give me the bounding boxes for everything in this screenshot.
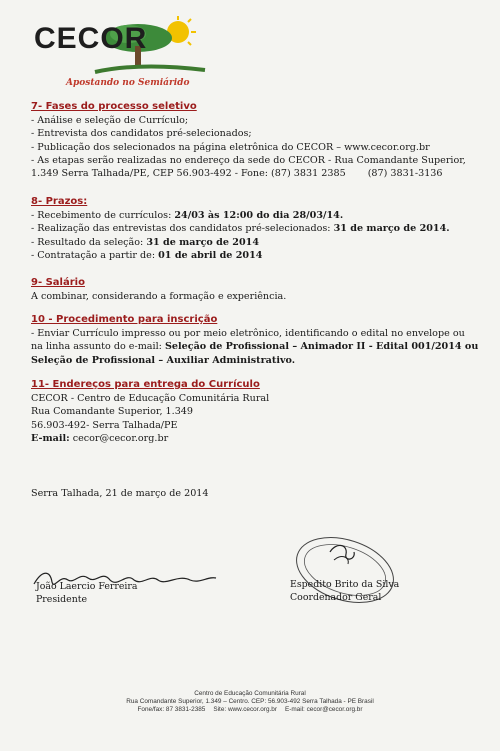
section-enderecos (31, 378, 476, 445)
email-subject: Seleção de Profissional – Auxiliar Administrativo. (31, 354, 296, 366)
deadline-value: 01 de abril de 2014 (158, 249, 263, 261)
section-title: 9- Salário (31, 277, 85, 288)
footer-address: Rua Comandante Superior, 1.349 – Centro. CEP: 56.903-492 Serra Talhada - PE Brasil (126, 698, 374, 706)
section-title: 11- Endereços para entrega do Currículo (31, 379, 260, 390)
footer-phone: Fone/fax: 87 3831-2385 (137, 706, 206, 714)
text-line: - Enviar Currículo impresso ou por meio eletrônico, identificando o edital no envelope ou (31, 328, 465, 340)
address-line: 56.903-492- Serra Talhada/PE (31, 419, 178, 431)
deadline-value: 24/03 às 12:00 do dia 28/03/14. (174, 210, 344, 222)
deadline-label: - Realização das entrevistas dos candidatos pré-selecionados: (31, 223, 334, 235)
footer-site[interactable]: Site: www.cecor.org.br (213, 706, 277, 714)
text-span: na linha assunto do e-mail: (31, 341, 165, 353)
signer-name: João Laercio Ferreira (36, 581, 138, 592)
text-line (31, 354, 476, 367)
email-line (31, 432, 476, 445)
section-procedimento (31, 313, 479, 367)
text-line: A combinar, considerando a formação e experiência. (31, 291, 287, 303)
signature-right (290, 578, 399, 604)
section-title: 7- Fases do processo seletivo (31, 101, 197, 112)
text-line: - As etapas serão realizadas no endereço da sede do CECOR - Rua Comandante Superior, (31, 154, 466, 166)
address-line: CECOR - Centro de Educação Comunitária Rural (31, 393, 270, 405)
footer-contacts (0, 706, 500, 714)
address-line: Rua Comandante Superior, 1.349 (31, 406, 194, 418)
deadline-line (31, 222, 476, 235)
address-phone: 1.349 Serra Talhada/PE, CEP 56.903-492 - Fone: (87) 3831 2385 (31, 168, 346, 180)
email-subject: Seleção de Profissional – Animador II - Edital 001/2014 ou (164, 341, 479, 353)
document-date: Serra Talhada, 21 de março de 2014 (31, 488, 209, 499)
deadline-value: 31 de março de 2014. (333, 223, 450, 235)
email-label: E-mail: (31, 432, 70, 444)
section-salario (31, 276, 476, 303)
text-line (31, 340, 479, 353)
deadline-label: - Recebimento de currículos: (31, 210, 175, 222)
deadline-value: 31 de março de 2014 (146, 236, 260, 248)
section-prazos (31, 195, 476, 262)
footer (0, 690, 500, 715)
logo-wordmark: CECOR (34, 22, 148, 55)
deadline-line (31, 209, 476, 222)
section-fases (31, 100, 476, 180)
deadline-line (31, 236, 476, 249)
footer-org: Centro de Educação Comunitária Rural (194, 690, 306, 697)
deadline-line (31, 249, 476, 262)
deadline-label: - Contratação a partir de: (31, 249, 159, 261)
signer-name: Espedito Brito da Silva (290, 579, 400, 590)
text-line: - Análise e seleção de Currículo; (31, 115, 189, 127)
cecor-logo (28, 14, 228, 88)
signer-role: Coordenador Geral (290, 592, 382, 603)
section-title: 10 - Procedimento para inscrição (31, 314, 218, 325)
section-title: 8- Prazos: (31, 196, 88, 207)
footer-email[interactable]: E-mail: cecor@cecor.org.br (284, 706, 363, 714)
logo-tagline: Apostando no Semiárido (66, 78, 190, 88)
text-line (31, 167, 476, 180)
phone-2: (87) 3831-3136 (367, 168, 443, 180)
text-line: - Entrevista dos candidatos pré-selecionados; (31, 128, 252, 140)
deadline-label: - Resultado da seleção: (31, 236, 147, 248)
text-line: - Publicação dos selecionados na página eletrônica do CECOR – www.cecor.org.br (31, 141, 430, 153)
signer-role: Presidente (36, 594, 88, 605)
email-address[interactable]: cecor@cecor.org.br (72, 432, 169, 444)
signature-left (36, 560, 137, 606)
